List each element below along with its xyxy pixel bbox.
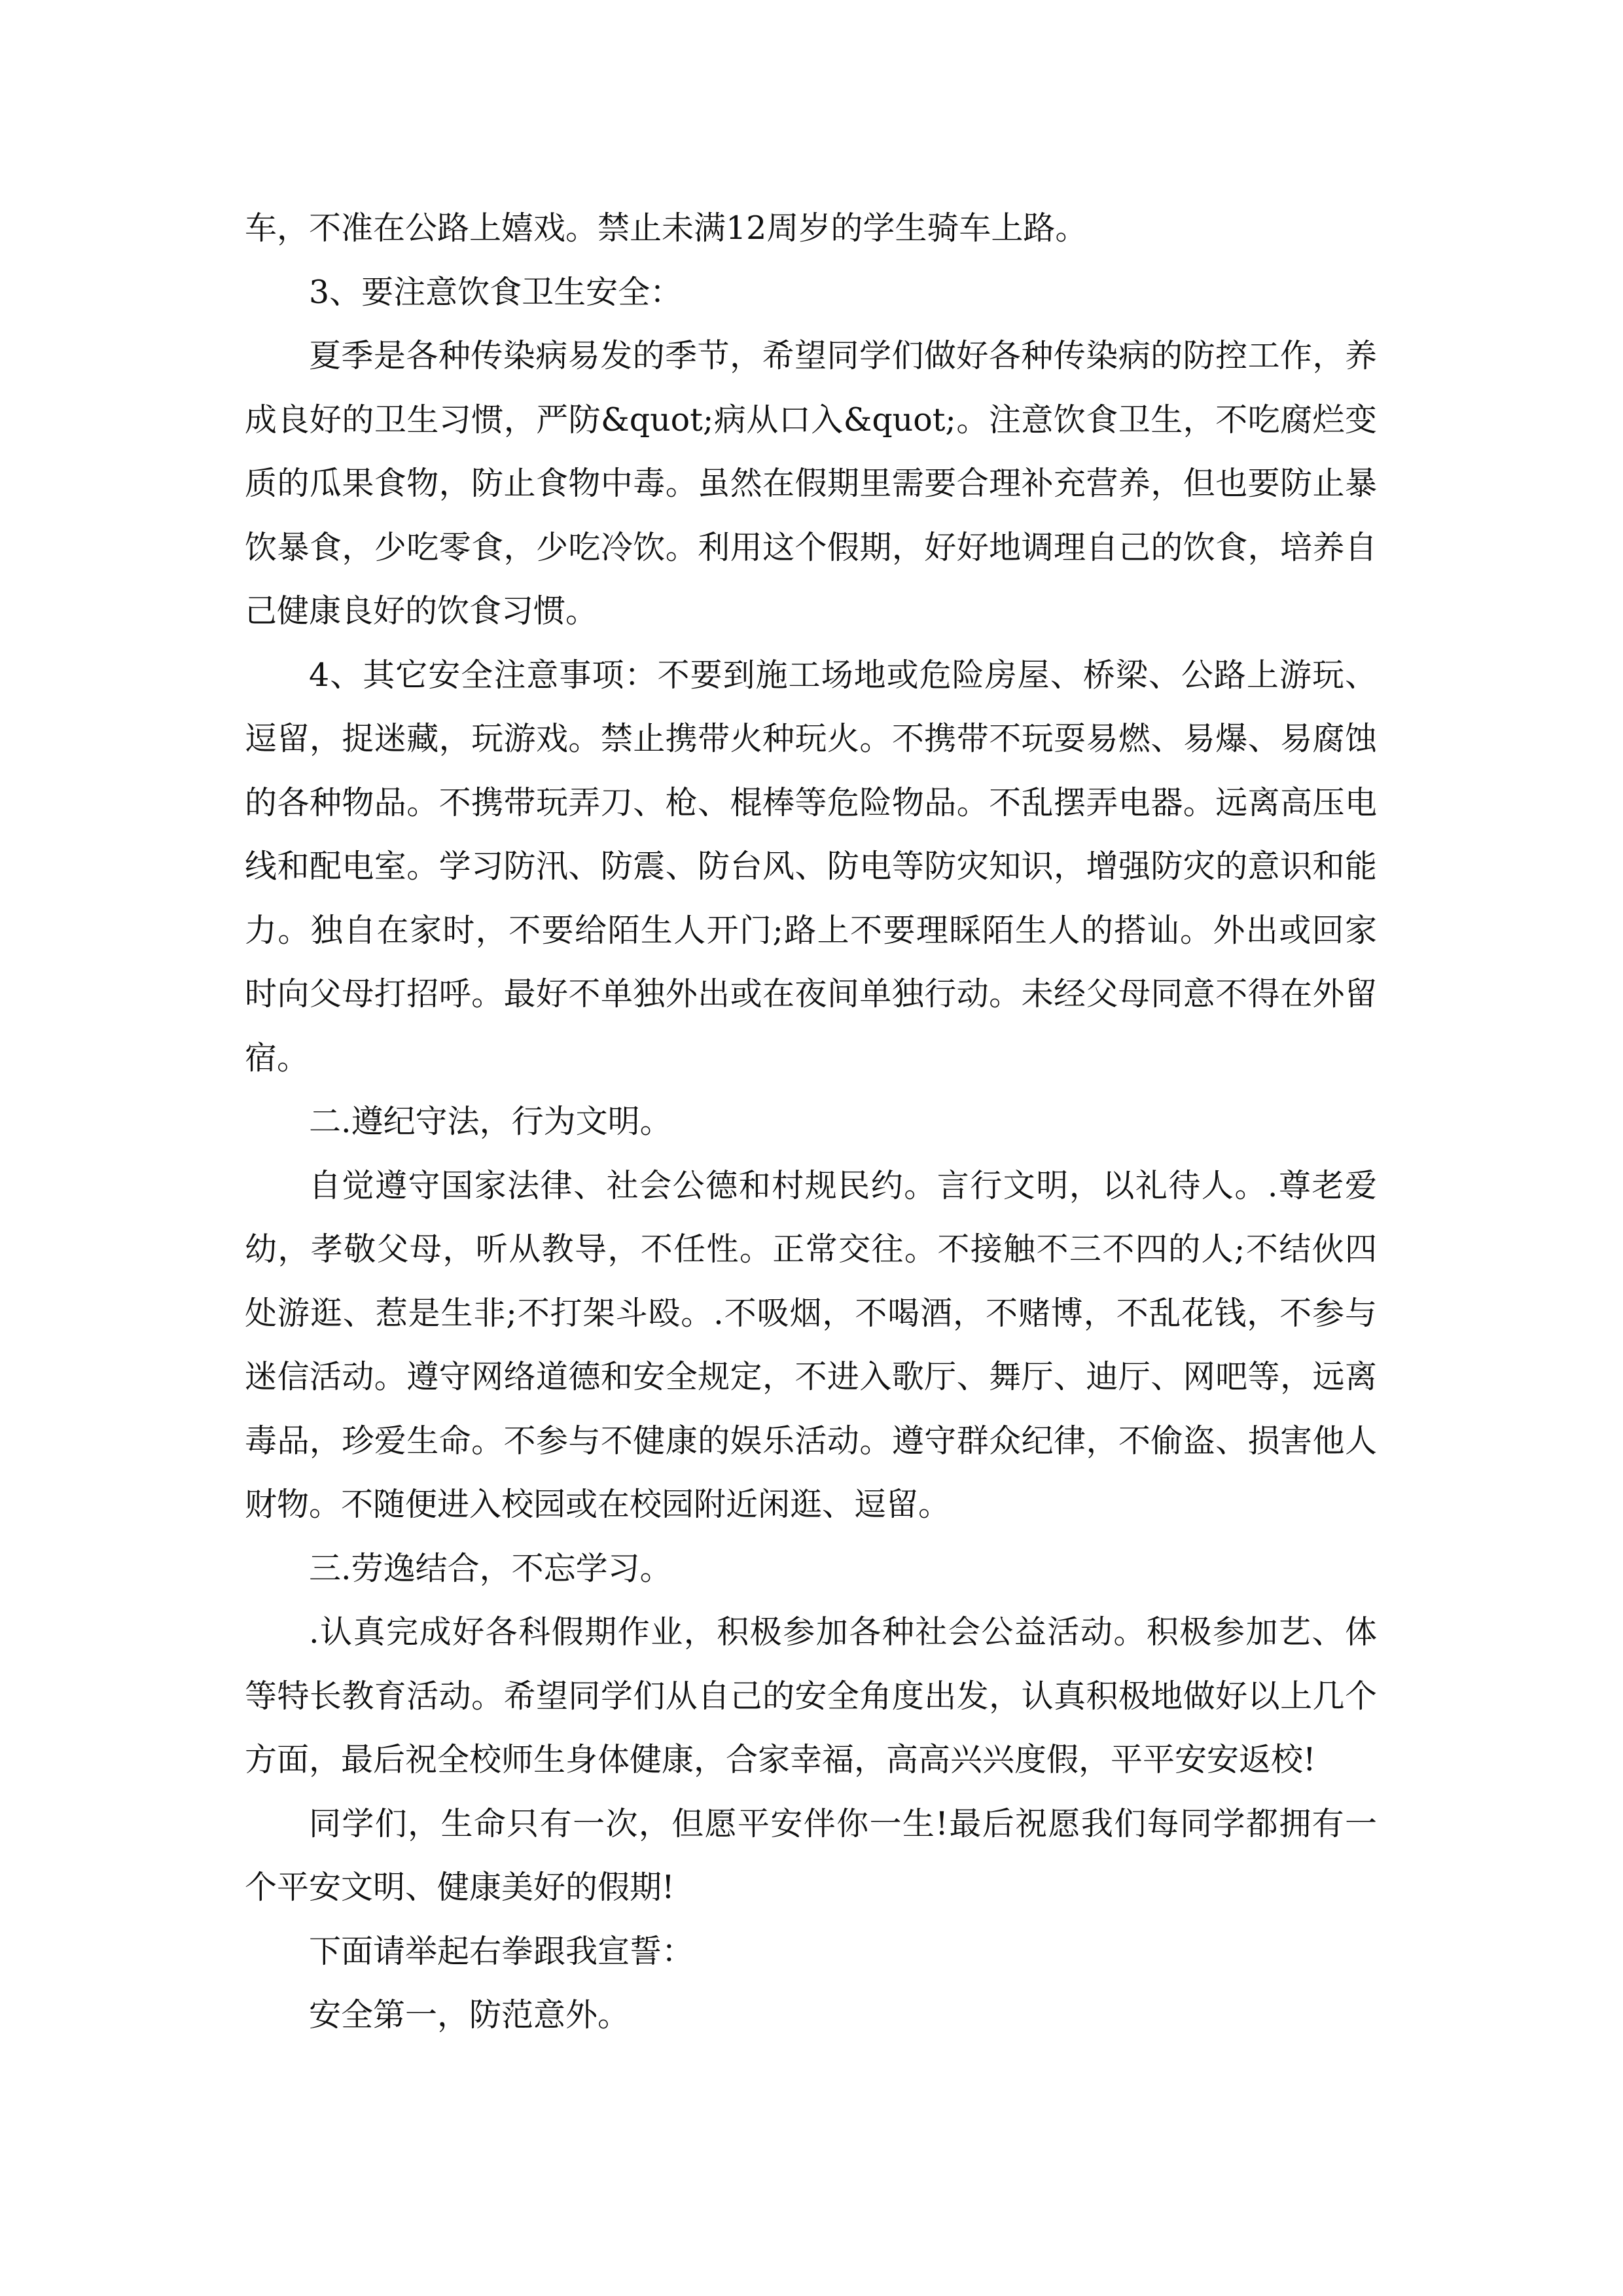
paragraph-study: .认真完成好各科假期作业，积极参加各种社会公益活动。积极参加艺、体等特长教育活动。希望同学们从自己的安全角度出发，认真积极地做好以上几个方面，最后祝全校师生身体健康，合家幸福，高高兴兴度假，平平安安返校!: [245, 1613, 1377, 1778]
paragraph-continuation: 车，不准在公路上嬉戏。禁止未满12周岁的学生骑车上路。: [245, 209, 1088, 247]
section-heading-law: 二.遵纪守法，行为文明。: [309, 1103, 672, 1140]
paragraph-other-safety: 4、其它安全注意事项：不要到施工场地或危险房屋、桥梁、公路上游玩、逗留，捉迷藏，玩游戏。禁止携带火种玩火。不携带不玩耍易燃、易爆、易腐蚀的各种物品。不携带玩弄刀、枪、棍棒等危险物品。不乱摆弄电器。远离高压电线和配电室。学习防汛、防震、防台风、防电等防灾知识，增强防灾的意识和能力。独自在家时，不要给陌生人开门;路上不要理睬陌生人的搭讪。外出或回家时向父母打招呼。最好不单独外出或在夜间单独行动。未经父母同意不得在外留宿。: [245, 656, 1377, 1077]
paragraph-law: 自觉遵守国家法律、社会公德和村规民约。言行文明，以礼待人。.尊老爱幼，孝敬父母，听从教导，不任性。正常交往。不接触不三不四的人;不结伙四处游逛、惹是生非;不打架斗殴。.不吸烟，不喝酒，不赌博，不乱花钱，不参与迷信活动。遵守网络道德和安全规定，不进入歌厅、舞厅、迪厅、网吧等，远离毒品，珍爱生命。不参与不健康的娱乐活动。遵守群众纪律，不偷盗、损害他人财物。不随便进入校园或在校园附近闲逛、逗留。: [245, 1166, 1377, 1523]
paragraph-food-safety: 夏季是各种传染病易发的季节，希望同学们做好各种传染病的防控工作，养成良好的卫生习惯，严防&quot;病从口入&quot;。注意饮食卫生，不吃腐烂变质的瓜果食物，防止食物中毒。虽然在假期里需要合理补充营养，但也要防止暴饮暴食，少吃零食，少吃冷饮。利用这个假期，好好地调理自己的饮食，培养自己健康良好的饮食习惯。: [245, 337, 1377, 630]
section-heading-study: 三.劳逸结合，不忘学习。: [309, 1549, 672, 1587]
paragraph-oath: 安全第一，防范意外。: [309, 1996, 630, 2034]
paragraph-oath-intro: 下面请举起右拳跟我宣誓：: [309, 1932, 694, 1970]
paragraph-food-safety-heading: 3、要注意饮食卫生安全：: [309, 273, 683, 311]
paragraph-closing-wish: 同学们，生命只有一次，但愿平安伴你一生!最后祝愿我们每同学都拥有一个平安文明、健康美好的假期!: [245, 1804, 1377, 1906]
document-body: [245, 196, 1377, 2047]
